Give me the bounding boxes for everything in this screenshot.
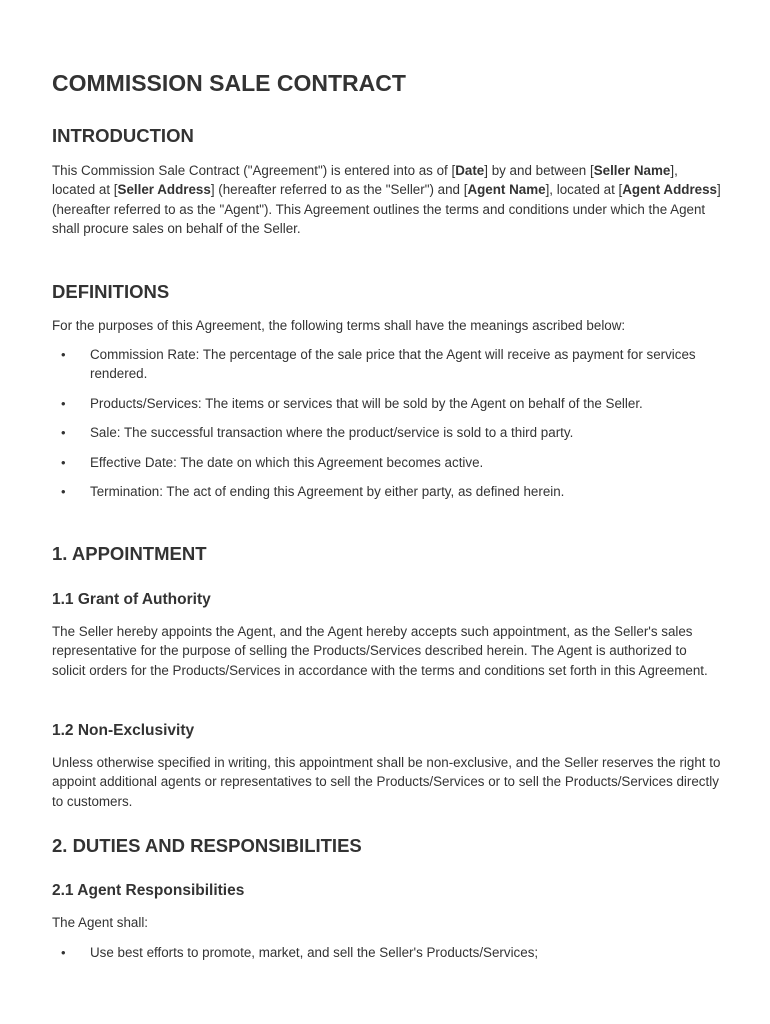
bullet-icon: • — [61, 347, 66, 362]
bullet-icon: • — [61, 454, 66, 470]
definition-item: • Termination: The act of ending this Agreement by either party, as defined herein. — [52, 482, 722, 501]
introduction-paragraph: This Commission Sale Contract ("Agreement") is entered into as of [Date] by and between [Seller Name], located at [Seller Address] (hereafter referred to as the "Seller") and [Agent Name], located at [Agent Address] (hereafter referred to as the "Agent"). This Agreement outlines the terms and conditions under which the Agent shall procure sales on behalf of the Seller. — [52, 163, 721, 237]
bullet-icon: • — [61, 945, 66, 960]
agent-address-placeholder: Agent Address — [622, 182, 717, 198]
seller-address-placeholder: Seller Address — [117, 182, 211, 198]
definition-item: • Products/Services: The items or services that will be sold by the Agent on behalf of the Seller. — [52, 394, 722, 413]
non-exclusivity-paragraph: Unless otherwise specified in writing, this appointment shall be non-exclusive, and the Seller reserves the right to appoint additional agents or representatives to sell the Products/Services or to sell the Products/Services directly to customers. — [52, 755, 721, 809]
agent-name-placeholder: Agent Name — [467, 182, 546, 198]
bullet-icon: • — [61, 484, 66, 500]
date-placeholder: Date — [455, 163, 485, 178]
definition-item: • Commission Rate: The percentage of the sale price that the Agent will receive as payment for services rendered. — [61, 347, 696, 382]
responsibility-item: • Use best efforts to promote, market, and sell the Seller's Products/Services; — [52, 943, 722, 962]
agent-responsibilities-intro: The Agent shall: — [52, 915, 149, 930]
subsection-heading-agent-responsibilities: 2.1 Agent Responsibilities — [52, 882, 245, 899]
definition-item: • Effective Date: The date on which this Agreement becomes active. — [52, 453, 722, 472]
definitions-list — [52, 345, 722, 501]
section-heading-introduction: INTRODUCTION — [52, 125, 194, 146]
agent-responsibilities-list — [52, 943, 722, 962]
document-title: COMMISSION SALE CONTRACT — [52, 70, 406, 96]
bullet-icon: • — [61, 425, 66, 441]
definitions-intro: For the purposes of this Agreement, the following terms shall have the meanings ascribed below: — [52, 318, 626, 333]
definition-item: • Sale: The successful transaction where the product/service is sold to a third party. — [52, 423, 722, 442]
subsection-heading-non-exclusivity: 1.2 Non-Exclusivity — [52, 722, 195, 739]
section-heading-definitions: DEFINITIONS — [52, 281, 170, 302]
section-heading-appointment: 1. APPOINTMENT — [52, 543, 207, 564]
seller-name-placeholder: Seller Name — [593, 163, 671, 178]
subsection-heading-grant-of-authority: 1.1 Grant of Authority — [52, 591, 211, 608]
grant-of-authority-paragraph: The Seller hereby appoints the Agent, and the Agent hereby accepts such appointment, as the Seller's sales representative for the purpose of selling the Products/Services described herein. The Agent is authorized to solicit orders for the Products/Services in accordance with the terms and conditions set forth in this Agreement. — [52, 624, 708, 678]
section-heading-duties: 2. DUTIES AND RESPONSIBILITIES — [52, 835, 362, 856]
bullet-icon: • — [61, 395, 66, 411]
